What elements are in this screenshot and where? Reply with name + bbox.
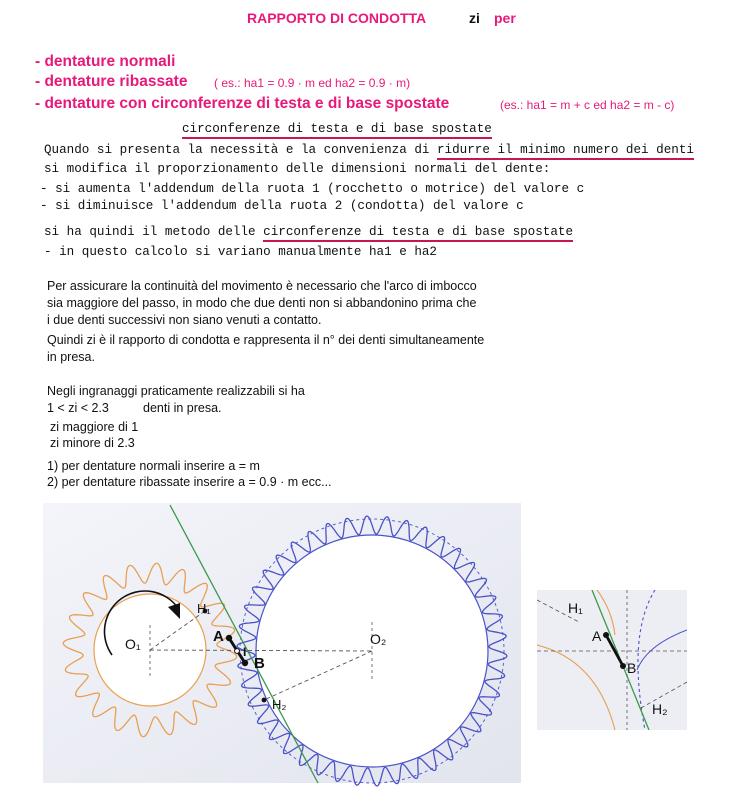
range-note: denti in presa. bbox=[143, 401, 222, 415]
point-b bbox=[242, 660, 248, 666]
continuity-p2-l1: Quindi zi è il rapporto di condotta e rappresenta il n° dei denti simultaneamente bbox=[47, 333, 485, 347]
case-ribassate-note: ( es.: ha1 = 0.9 · m ed ha2 = 0.9 · m) bbox=[214, 76, 411, 90]
rule-normal: 1) per dentature normali inserire a = m bbox=[47, 459, 260, 473]
point-h2 bbox=[262, 698, 267, 703]
continuity-p1-l3: i due denti successivi non siano venuti a contatto. bbox=[47, 313, 322, 327]
section-line1-text: Quando si presenta la necessità e la convenienza di bbox=[44, 143, 437, 157]
detail-point-a bbox=[603, 632, 609, 638]
continuity-p1-l2: sia maggiore del passo, in modo che due denti non si abbandonino prima che bbox=[47, 296, 477, 310]
label-o1: O₁ bbox=[125, 636, 141, 652]
bullet-increase: - si aumenta l'addendum della ruota 1 (rocchetto o motrice) del valore c bbox=[40, 182, 585, 196]
continuity-p2-l2: in presa. bbox=[47, 350, 95, 364]
section-heading-text: circonferenze di testa e di base spostate bbox=[182, 122, 492, 139]
label-i: I bbox=[243, 645, 247, 659]
detail-label-a: A bbox=[592, 628, 602, 644]
detail-label-h2: H₂ bbox=[652, 701, 668, 717]
label-h1: H₁ bbox=[197, 601, 211, 616]
case-ribassate: - dentature ribassate bbox=[35, 73, 188, 90]
page-title: RAPPORTO DI CONDOTTA bbox=[247, 10, 427, 26]
detail-label-b: B bbox=[627, 660, 637, 676]
bullet-decrease: - si diminuisce l'addendum della ruota 2 (condotta) del valore c bbox=[40, 199, 524, 213]
less-line: zi minore di 2.3 bbox=[50, 436, 135, 450]
practical-line: Negli ingranaggi praticamente realizzabili si ha bbox=[47, 384, 305, 398]
method-text: si ha quindi il metodo delle bbox=[44, 225, 264, 239]
reduce-teeth-link: ridurre il minimo numero dei denti bbox=[437, 143, 694, 160]
label-b: B bbox=[254, 655, 265, 672]
greater-line: zi maggiore di 1 bbox=[50, 420, 139, 434]
detail-point-b bbox=[620, 663, 626, 669]
detail-label-h1: H₁ bbox=[568, 600, 583, 616]
continuity-p1-l1: Per assicurare la continuità del movimento è necessario che l'arco di imbocco bbox=[47, 279, 477, 293]
per-word: per bbox=[494, 10, 516, 26]
case-spostate: - dentature con circonferenze di testa e di base spostate bbox=[35, 95, 450, 112]
section-line2: si modifica il proporzionamento delle dimensioni normali del dente: bbox=[44, 162, 551, 176]
label-a: A bbox=[213, 628, 224, 645]
detail-figure bbox=[537, 590, 687, 730]
label-o2: O₂ bbox=[370, 631, 387, 647]
range-line: 1 < zi < 2.3 bbox=[47, 401, 109, 415]
zi-symbol: zi bbox=[469, 10, 480, 26]
rule-ribassate: 2) per dentature ribassate inserire a = 0.9 · m ecc... bbox=[47, 475, 332, 489]
case-normal: - dentature normali bbox=[35, 53, 176, 70]
method-link: circonferenze di testa e di base spostate bbox=[263, 225, 573, 242]
calc-note: - in questo calcolo si variano manualmente ha1 e ha2 bbox=[44, 245, 437, 259]
point-a bbox=[226, 635, 232, 641]
label-h2: H₂ bbox=[272, 697, 287, 712]
case-spostate-note: (es.: ha1 = m + c ed ha2 = m - c) bbox=[500, 98, 675, 112]
point-i bbox=[235, 649, 240, 654]
